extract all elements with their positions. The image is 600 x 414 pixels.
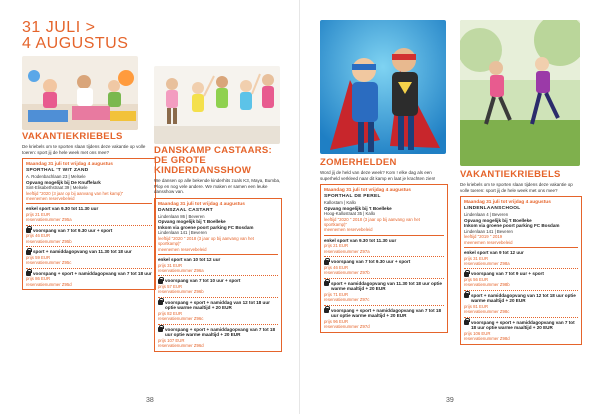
divider [324,305,444,306]
camp-vakantiekriebels-beveren [460,170,582,345]
option-price: prijs 106 EUR [464,331,491,336]
age-note: leeftijd "2020 " 2018 (3 jaar op bij aanvang van het sportkamp)" [158,235,254,247]
option-item [324,281,444,306]
option-item [464,293,578,318]
lock-icon [324,281,329,286]
camp-intro: De kriebels om te sporten slaan tijdens deze vakantie op volle toeren: sport jij de hele week met ons mee? [22,144,146,155]
option-price: prijs 86 EUR [26,276,51,282]
option-price: prijs 57 EUR [158,284,183,289]
pickup-subtitle: Inkom via groene poort parking FC Bosdam [158,224,254,230]
option-item [464,250,578,269]
camp-venue: SPORTHAL DE PEREL [324,194,381,200]
camp-address: Lindenlaan 86 | Beveren [158,213,205,219]
option-name: voorspang + sport + namiddagopvang van 7 tot 18 uur optie warme maaltijd + 20 EUR [165,326,276,338]
option-name: sport + namiddagopvang van 12 tot 18 uur optie warme maaltijd + 20 EUR [471,292,576,304]
option-item [158,278,278,297]
lock-icon [158,300,163,305]
camp-date: Maandag 31 juli tot vrijdag 4 augustus [158,201,245,207]
camp-date: Maandag 31 juli tot vrijdag 4 augustus [464,200,551,206]
option-item [158,327,278,349]
lock-icon [158,279,163,284]
divider [324,278,444,279]
photo-kids-gym-mats [22,56,138,130]
option-name: voorspang + sport + namiddag van 12 tot 18 uur optie warme maaltijd + 20 EUR [165,299,270,311]
option-reservation: reservatienummer Z96b [158,289,204,295]
option-reservation: reservatienummer Z96a [158,268,204,273]
option-price: prijs 107 EUR [158,338,185,343]
option-reservation: reservatienummer Z95d [26,281,72,287]
option-price: prijs 31 EUR [464,255,489,261]
option-name: voorspang + sport + namiddagopvang van 7 tot 18 uur [33,270,152,276]
option-price: prijs 21 EUR [324,243,349,249]
divider [324,256,444,257]
option-name: enkel sport van 9.30 tot 11.30 uur [324,237,397,243]
bring-note: meenemen reservebeleid [464,239,513,245]
divider [26,225,152,226]
age-note: leeftijd "2020 " 2018 (3 jaar op bij aanvang van het sportkamp)" [324,216,420,227]
age-note: leeftijd "2020 (3 jaar op bij aanvang van het kamp)" [26,190,124,196]
photo-dancing-kids [154,66,280,144]
option-name: voorspang + sport + namiddagopvang van 7 tot 18 uur optie warme maaltijd + 20 EUR [471,319,575,331]
divider [26,268,152,269]
option-item [158,257,278,276]
divider [464,290,578,291]
option-item [26,228,152,247]
lock-icon [158,327,163,332]
option-name: voorspang van 7 tot 9 uur + sport [471,271,544,277]
camp-heading: ZOMERHELDEN [320,157,397,168]
camp-intro: De kriebels om te sporten slaan tijdens deze vakantie op volle toeren: sport jij de hele week met ons mee? [460,182,573,193]
camp-info-box [154,198,282,352]
photo-running-kids [460,20,580,166]
option-name: enkel sport van 9.30 tot 11.30 uur [26,206,99,212]
lock-icon [26,271,31,276]
camp-intro: We dansen op alle bekende kinderhits zoals K3, Maya, Bumba, Plop en nog vele andere. We maken er samen een leuke dansshow van. [154,178,281,195]
option-name: sport + namiddagopvang van 11.30 tot 18 uur optie warme maaltijd + 20 EUR [331,280,442,292]
option-item [324,238,444,257]
bring-note: meenemen reservebeleid [158,246,207,252]
camp-venue: LINDENLAANSCHOOL [464,206,521,212]
divider [464,247,578,248]
pickup-title: Opvang mogelijk bij 't Boelleke [158,219,226,225]
option-reservation: reservatienummer Z98d [464,336,510,342]
option-reservation: reservatienummer Z98c [464,309,510,315]
option-item [26,206,152,225]
bring-note: meenemen reservebeleid [324,227,373,233]
camp-address: Lindenlaan 4 | Beveren [464,212,509,218]
option-price: prijs 31 EUR [158,262,183,268]
option-name: enkel sport van 10 tot 12 uur [158,257,221,262]
option-name: sport + namiddagopvang van 11.30 tot 18 uur [33,249,132,255]
option-price: prijs 96 EUR [324,318,349,324]
option-reservation: reservatienummer Z96c [158,316,204,322]
option-name: voorspang + sport + namiddagopvang van 7 tot 18 uur optie warme maaltijd + 20 EUR [331,307,442,319]
photo-superhero-kids [320,20,446,154]
camp-address: Kallostam | Kallo [324,200,356,206]
camp-zomerhelden [320,158,448,333]
pickup-address: Lindenlaan 141 | Beveren [158,230,207,236]
option-price: prijs 21 EUR [26,212,51,217]
camp-date: Maandag 31 juli tot vrijdag 4 augustus [26,162,113,168]
option-price: prijs 81 EUR [464,304,489,309]
divider [26,203,152,204]
divider [158,297,278,298]
lock-icon [464,293,469,298]
page-number: 38 [146,397,154,404]
divider [26,246,152,247]
camp-venue: DANSZAAL CASTART [158,207,213,213]
option-price: prijs 46 EUR [324,264,349,270]
option-reservation: reservatienummer Z98b [464,282,510,288]
pickup-subtitle: Inkom via groene poort parking FC Bosdam [464,223,560,229]
date-title-line1: 31 JULI > [22,19,96,36]
camp-info-box [320,184,448,332]
lock-icon [324,260,329,265]
option-item [324,259,444,278]
camp-venue: SPORTHAL 'T WIT ZAND [26,168,89,174]
age-note: leeftijd "2019 " 2019 [464,234,503,240]
bring-note: meenemen reservebeleid [26,196,75,201]
divider [158,275,278,276]
option-reservation: reservatienummer Z97a [324,248,370,254]
pickup-address: Hoog-Kallostraat 35 | Kallo [324,211,376,217]
lock-icon [26,228,31,233]
pickup-address: Sint-Elisabethstraat 39 | Melsele [26,185,88,191]
option-reservation: reservatienummer Z96d [158,343,204,349]
option-item [464,320,578,342]
option-reservation: reservatienummer Z95b [26,238,72,244]
option-price: prijs 46 EUR [26,233,51,239]
option-item [26,249,152,268]
pickup-address: Lindenlaan 141 | Beveren [464,228,513,234]
option-item [464,271,578,290]
lock-icon [26,250,31,255]
pickup-title: Opvang mogelijk bij De Knuffelark [26,179,101,185]
option-item [26,271,152,287]
lock-icon [464,320,469,325]
camp-address: A. Rodenbachlaan 23 | Melsele [26,174,86,180]
pickup-title: Opvang mogelijk bij 't Boelleke [324,205,392,211]
option-reservation: reservatienummer Z97c [324,297,370,303]
divider [158,254,278,255]
right-page [300,0,600,414]
option-name: voorspang van 7 tot 9.30 uur + sport [331,259,411,265]
page-number: 39 [446,397,454,404]
option-reservation: reservatienummer Z95c [26,260,72,266]
divider [464,317,578,318]
camp-date: Maandag 31 juli tot vrijdag 4 augustus [324,188,411,194]
divider [324,235,444,236]
date-title-line2: 4 AUGUSTUS [22,35,129,52]
option-reservation: reservatienummer Z97d [324,324,370,330]
camp-danskamp-castaars [154,146,282,352]
option-reservation: reservatienummer Z95a [26,217,72,223]
option-item [324,308,444,330]
pickup-title: Opvang mogelijk bij 't Boelleke [464,217,532,223]
option-price: prijs 59 EUR [26,254,51,260]
option-reservation: reservatienummer Z98a [464,261,510,266]
divider [464,268,578,269]
option-price: prijs 71 EUR [324,291,349,297]
option-item [158,300,278,325]
camp-heading: DANSKAMP CASTAARS: DE GROTE KINDERDANSSHOW [154,145,272,176]
camp-vakantiekriebels-melsele [22,132,156,290]
divider [158,324,278,325]
option-reservation: reservatienummer Z97b [324,270,370,276]
camp-intro: Word jij de held van deze week? Kom ! elke dag als een superheld verkleed naar dit kamp en laat je krachten zien! [320,170,436,181]
camp-info-box [22,158,156,290]
lock-icon [464,272,469,277]
option-price: prijs 56 EUR [464,277,489,282]
option-price: prijs 82 EUR [158,311,183,316]
camp-heading: VAKANTIEKRIEBELS [22,131,123,142]
option-name: enkel sport van 9 tot 12 uur [464,250,524,255]
lock-icon [324,308,329,313]
option-name: voorspang van 7 tot 9.30 uur + sport [33,227,113,233]
camp-info-box [460,196,582,345]
option-name: voorspang van 7 tot 10 uur + sport [165,278,241,284]
date-title [22,20,128,52]
camp-heading: VAKANTIEKRIEBELS [460,169,561,180]
